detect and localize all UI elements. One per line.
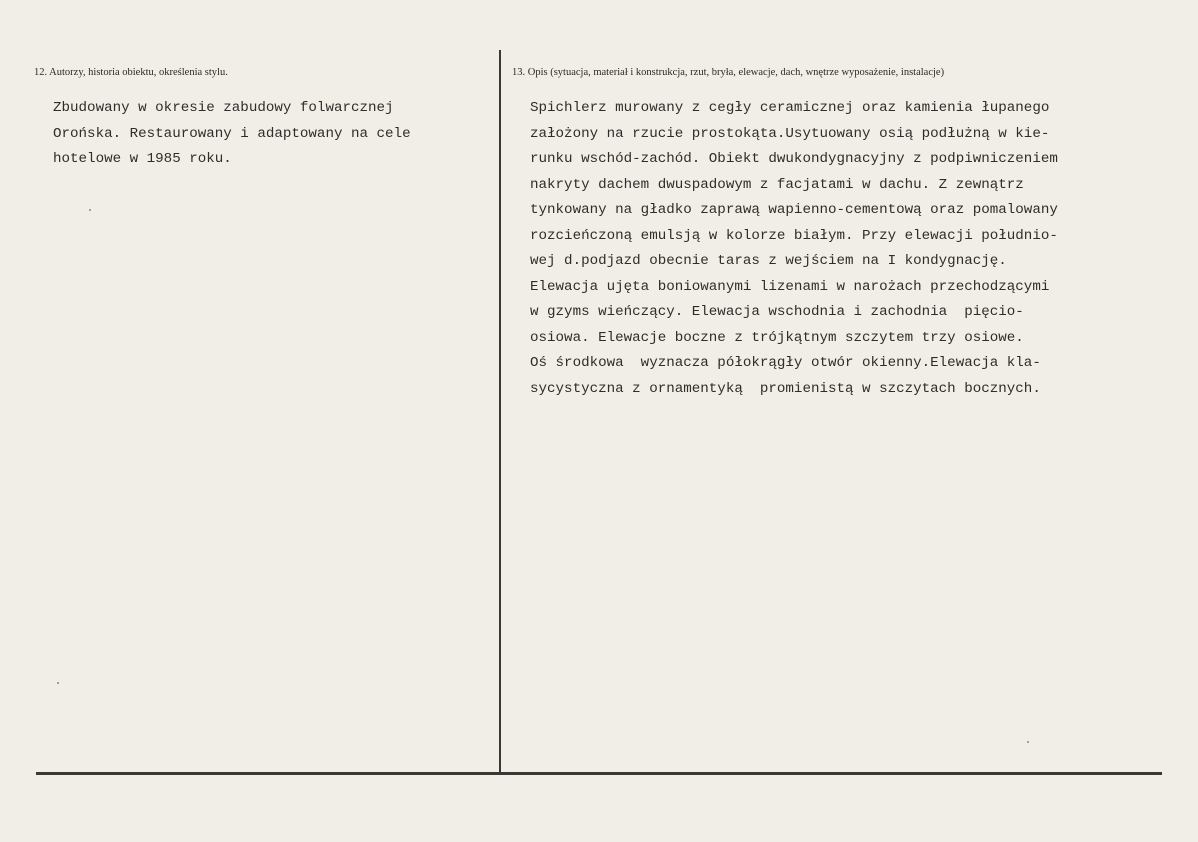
paper-speck: [57, 682, 59, 684]
text-line: osiowa. Elewacje boczne z trójkątnym szczytem trzy osiowe.: [530, 329, 1024, 346]
text-line: rozcieńczoną emulsją w kolorze białym. Przy elewacji południo-: [530, 227, 1058, 244]
text-line: runku wschód-zachód. Obiekt dwukondygnacyjny z podpiwniczeniem: [530, 151, 1058, 167]
paper-speck: [89, 209, 91, 211]
bottom-rule: [36, 772, 1162, 775]
text-line: Orońska. Restaurowany i adaptowany na cele: [53, 125, 411, 142]
section-12-heading: 12. Autorzy, historia obiektu, określenia stylu.: [34, 67, 228, 78]
text-line: Oś środkowa wyznacza półokrągły otwór okienny.Elewacja kla-: [530, 355, 1041, 371]
text-line: tynkowany na gładko zaprawą wapienno-cementową oraz pomalowany: [530, 202, 1058, 218]
text-line: wej d.podjazd obecnie taras z wejściem na I kondygnację.: [530, 253, 1007, 269]
section-12-text: [53, 96, 411, 173]
text-line: w gzyms wieńczący. Elewacja wschodnia i zachodnia pięcio-: [530, 304, 1024, 320]
column-divider: [499, 50, 501, 774]
text-line: sycystyczna z ornamentyką promienistą w szczytach bocznych.: [530, 380, 1041, 397]
section-13-heading: 13. Opis (sytuacja, materiał i konstrukcja, rzut, bryła, elewacje, dach, wnętrze wyposażenie, instalacje): [512, 67, 945, 78]
text-line: Spichlerz murowany z cegły ceramicznej oraz kamienia łupanego: [530, 100, 1050, 116]
section-13-text: [530, 96, 1058, 402]
text-line: nakryty dachem dwuspadowym z facjatami w dachu. Z zewnątrz: [530, 176, 1024, 193]
text-line: założony na rzucie prostokąta.Usytuowany osią podłużną w kie-: [530, 125, 1050, 142]
text-line: hotelowe w 1985 roku.: [53, 151, 232, 167]
text-line: Zbudowany w okresie zabudowy folwarcznej: [53, 100, 394, 116]
text-line: Elewacja ujęta boniowanymi lizenami w narożach przechodzącymi: [530, 278, 1050, 295]
paper-speck: [1027, 741, 1029, 743]
